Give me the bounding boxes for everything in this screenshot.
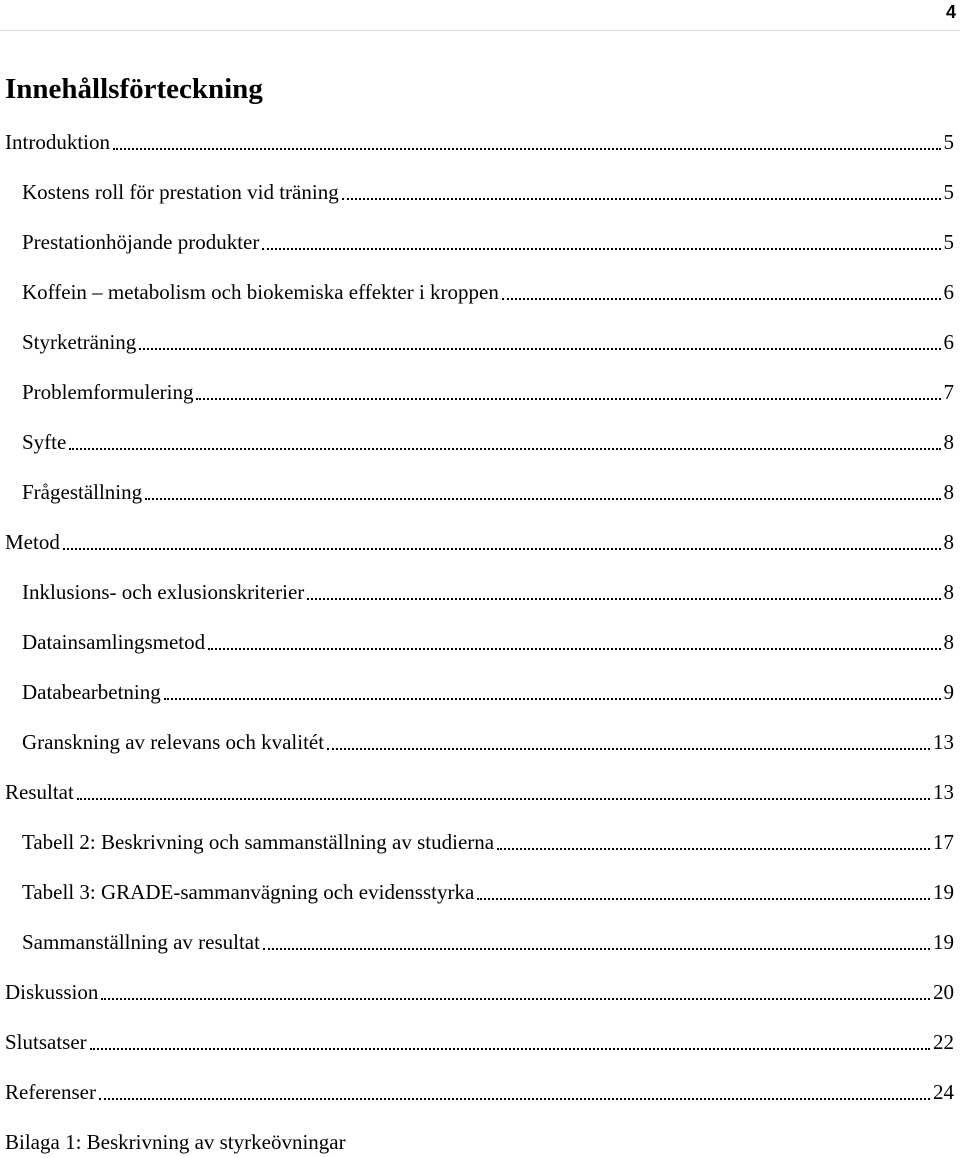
toc-entry-page: 8 [943, 479, 954, 504]
toc-dot-leader [196, 398, 940, 400]
toc-entry-label: Tabell 3: GRADE-sammanvägning och evidensstyrka [22, 879, 475, 904]
toc-entry-label: Referenser [5, 1079, 96, 1104]
toc-entry-page: 24 [933, 1079, 954, 1104]
toc-entry[interactable] [0, 317, 960, 367]
toc-entry[interactable] [0, 367, 960, 417]
toc-dot-leader [263, 948, 930, 950]
toc-entry-page: 9 [943, 679, 954, 704]
toc-dot-leader [90, 1048, 930, 1050]
toc-entry[interactable] [0, 117, 960, 167]
toc-entry-label: Prestationhöjande produkter [22, 229, 260, 254]
toc-entry[interactable] [0, 617, 960, 667]
toc-entry-page: 20 [933, 979, 954, 1004]
toc-entry-page: 5 [943, 229, 954, 254]
toc-title: Innehållsförteckning [5, 73, 263, 105]
toc-entry-page: 6 [943, 329, 954, 354]
toc-dot-leader [497, 848, 930, 850]
header-divider [0, 30, 960, 31]
toc-entry-page: 8 [943, 529, 954, 554]
toc-entry[interactable] [0, 917, 960, 967]
toc-entry[interactable] [0, 667, 960, 717]
toc-entry-page: 5 [943, 179, 954, 204]
toc-dot-leader [342, 198, 941, 200]
toc-entry[interactable] [0, 517, 960, 567]
toc-entry-page: 8 [943, 579, 954, 604]
toc-dot-leader [307, 598, 940, 600]
toc-entry-page: 19 [933, 929, 954, 954]
toc-entry[interactable] [0, 217, 960, 267]
toc-entry-label: Datainsamlingsmetod [22, 629, 206, 654]
toc-entry-label: Metod [5, 529, 60, 554]
toc-entry-page: 6 [943, 279, 954, 304]
toc-dot-leader [208, 648, 940, 650]
toc-entry-label: Slutsatser [5, 1029, 87, 1054]
toc-entry[interactable] [0, 467, 960, 517]
toc-dot-leader [69, 448, 940, 450]
toc-dot-leader [77, 798, 930, 800]
toc-entry-page: 8 [943, 629, 954, 654]
toc-entry-label: Introduktion [5, 129, 110, 154]
toc-entry-page: 22 [933, 1029, 954, 1054]
toc-entry[interactable] [0, 817, 960, 867]
toc-entry-label: Tabell 2: Beskrivning och sammanställning av studierna [22, 829, 495, 854]
page-number: 4 [945, 2, 956, 22]
toc-entry[interactable] [0, 717, 960, 767]
table-of-contents [0, 117, 960, 1158]
toc-dot-leader [164, 698, 941, 700]
toc-entry-label: Frågeställning [22, 479, 143, 504]
toc-entry-page: 13 [933, 729, 954, 754]
toc-entry-page: 7 [943, 379, 954, 404]
toc-dot-leader [63, 548, 941, 550]
toc-entry[interactable] [0, 767, 960, 817]
toc-entry[interactable] [0, 967, 960, 1017]
toc-entry[interactable] [0, 567, 960, 617]
toc-entry[interactable] [0, 1117, 960, 1158]
toc-dot-leader [113, 148, 941, 150]
toc-entry-label: Styrketräning [22, 329, 137, 354]
toc-dot-leader [139, 348, 940, 350]
toc-entry-label: Sammanställning av resultat [22, 929, 260, 954]
toc-dot-leader [99, 1098, 930, 1100]
toc-entry[interactable] [0, 267, 960, 317]
toc-entry-page: 13 [933, 779, 954, 804]
toc-entry[interactable] [0, 417, 960, 467]
toc-entry-page: 5 [943, 129, 954, 154]
toc-entry-label: Granskning av relevans och kvalitét [22, 729, 325, 754]
toc-dot-leader [101, 998, 930, 1000]
toc-entry-label: Bilaga 1: Beskrivning av styrkeövningar [5, 1129, 346, 1154]
toc-entry-label: Databearbetning [22, 679, 161, 704]
toc-dot-leader [145, 498, 940, 500]
toc-entry[interactable] [0, 167, 960, 217]
toc-entry-page: 19 [933, 879, 954, 904]
toc-entry-label: Diskussion [5, 979, 99, 1004]
toc-dot-leader [502, 298, 941, 300]
toc-dot-leader [262, 248, 940, 250]
toc-entry-page: 17 [933, 829, 954, 854]
toc-entry-page: 8 [943, 429, 954, 454]
toc-entry-label: Resultat [5, 779, 74, 804]
toc-entry-label: Koffein – metabolism och biokemiska effekter i kroppen [22, 279, 499, 304]
toc-entry-label: Inklusions- och exlusionskriterier [22, 579, 305, 604]
toc-dot-leader [477, 898, 930, 900]
toc-entry-label: Problemformulering [22, 379, 194, 404]
toc-entry-label: Kostens roll för prestation vid träning [22, 179, 339, 204]
toc-entry[interactable] [0, 1017, 960, 1067]
toc-dot-leader [327, 748, 930, 750]
toc-entry[interactable] [0, 1067, 960, 1117]
toc-entry[interactable] [0, 867, 960, 917]
toc-entry-label: Syfte [22, 429, 67, 454]
